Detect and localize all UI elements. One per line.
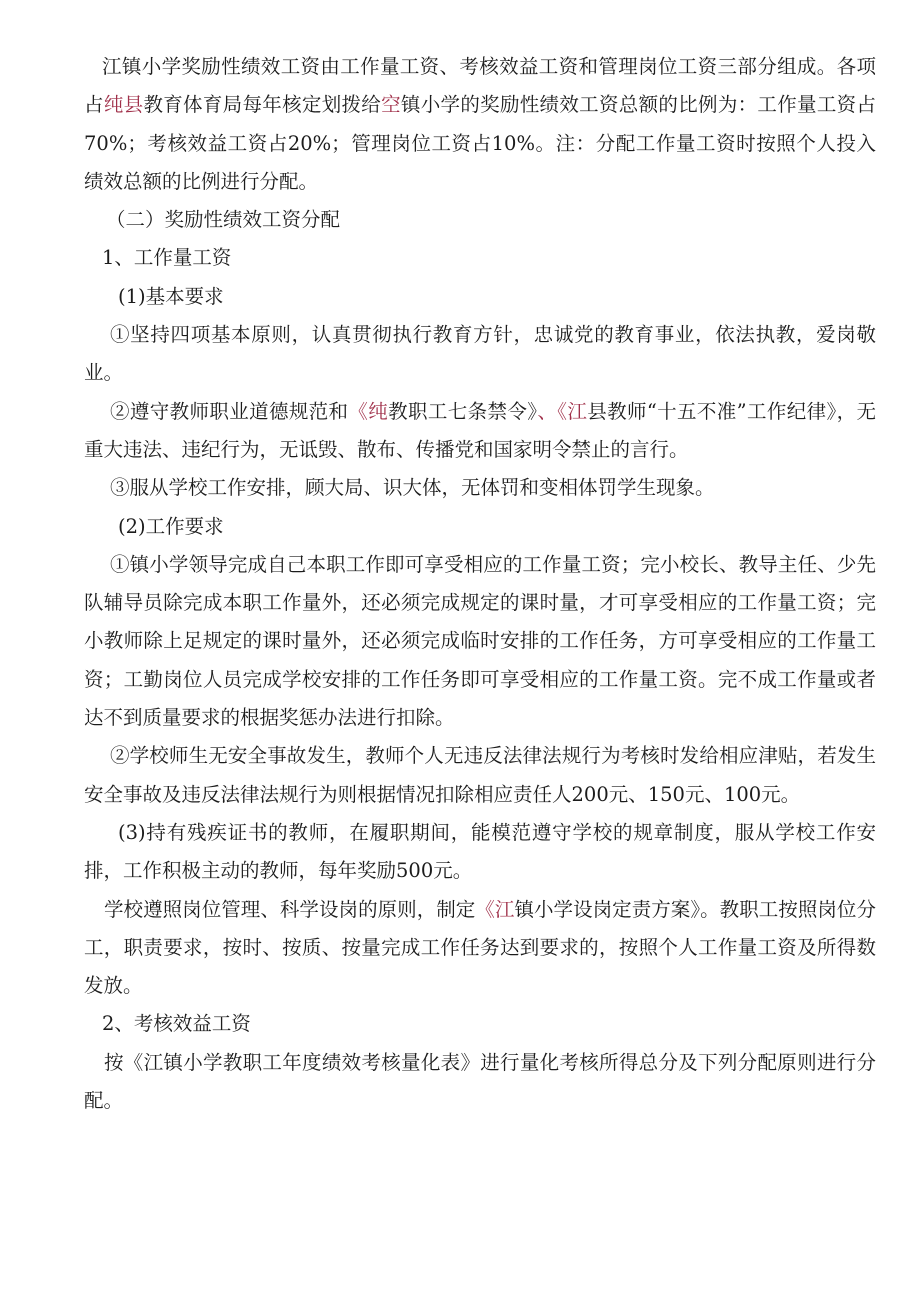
heading-workload-wage bbox=[84, 239, 876, 277]
subheading-basic-requirements bbox=[84, 278, 876, 316]
highlighted-text-run: 空 bbox=[381, 93, 401, 117]
text-run: 学校遵照岗位管理、科学设岗的原则，制定 bbox=[104, 897, 476, 921]
subheading-work-requirements bbox=[84, 508, 876, 546]
text-run: ①坚持四项基本原则，认真贯彻执行教育方针，忠诚党的教育事业，依法执教，爱岗敬业。 bbox=[84, 323, 876, 385]
text-run: ②学校师生无安全事故发生，教师个人无违反法律法规行为考核时发给相应津贴，若发生安全事故及违反法律法规行为则根据情况扣除相应责任人200元、150元、100元。 bbox=[84, 744, 876, 806]
text-run: 教育体育局每年核定划拨给 bbox=[143, 93, 382, 117]
heading-assessment-wage bbox=[84, 1005, 876, 1043]
work-requirement-1 bbox=[84, 546, 876, 737]
text-run: （二）奖励性绩效工资分配 bbox=[106, 208, 341, 232]
text-run: ③服从学校工作安排，顾大局、识大体，无体罚和变相体罚学生现象。 bbox=[110, 476, 715, 500]
text-run: (3)持有残疾证书的教师，在履职期间，能模范遵守学校的规章制度，服从学校工作安排，工作积极主动的教师，每年奖励500元。 bbox=[84, 820, 876, 883]
requirement-1 bbox=[84, 316, 876, 393]
text-run: 按《江镇小学教职工年度绩效考核量化表》进行量化考核所得总分及下列分配原则进行分配。 bbox=[84, 1050, 876, 1113]
text-run: 江镇小学奖励性绩效工资由工作量工资、考核效益工资和管理岗位工资三部分组成。各项占 bbox=[84, 55, 876, 117]
requirement-3 bbox=[84, 469, 876, 507]
text-run: ②遵守教师职业道德规范和 bbox=[110, 399, 349, 423]
section-heading-2 bbox=[84, 201, 876, 239]
highlighted-text-run: 《纯 bbox=[348, 399, 389, 423]
text-run: 镇小学的奖励性绩效工资总额的比例为：工作量工资占70%；考核效益工资占20%；管理岗位工资占10%。注：分配工作量工资时按照个人投入绩效总额的比例进行分配。 bbox=[84, 93, 876, 193]
text-run: (2)工作要求 bbox=[118, 514, 224, 538]
text-run: (1)基本要求 bbox=[118, 284, 224, 308]
highlighted-text-run: 、《江 bbox=[537, 399, 588, 423]
paragraph-assessment bbox=[84, 1044, 876, 1121]
subheading-disability-award bbox=[84, 814, 876, 891]
text-run: 教职工七条禁令》 bbox=[388, 399, 538, 423]
text-run: 镇小学设岗定责方案》。教职工按照岗位分工，职责要求，按时、按质、按量完成工作任务达到要求的，按照个人工作量工资及所得数发放。 bbox=[84, 897, 876, 998]
requirement-2 bbox=[84, 393, 876, 470]
highlighted-text-run: 纯县 bbox=[103, 93, 144, 117]
highlighted-text-run: 《江 bbox=[475, 897, 515, 921]
paragraph-intro bbox=[84, 48, 876, 201]
work-requirement-2 bbox=[84, 737, 876, 814]
text-run: 县教师“十五不准”工作纪律》，无重大违法、违纪行为，无诋毁、散布、传播党和国家明令禁止的言行。 bbox=[84, 399, 876, 461]
text-run: 2、考核效益工资 bbox=[102, 1012, 251, 1036]
text-run: 1、工作量工资 bbox=[102, 246, 232, 270]
text-run: ①镇小学领导完成自己本职工作即可享受相应的工作量工资；完小校长、教导主任、少先队辅导员除完成本职工作量外，还必须完成规定的课时量，才可享受相应的工作量工资；完小教师除上足规定的课时量外，还必须完成临时安排的工作任务，方可享受相应的工作量工资；工勤岗位人员完成学校安排的工作任务即可享受相应的工作量工资。完不成工作量或者达不到质量要求的根据奖惩办法进行扣除。 bbox=[84, 552, 876, 730]
paragraph-post-management bbox=[84, 891, 876, 1006]
